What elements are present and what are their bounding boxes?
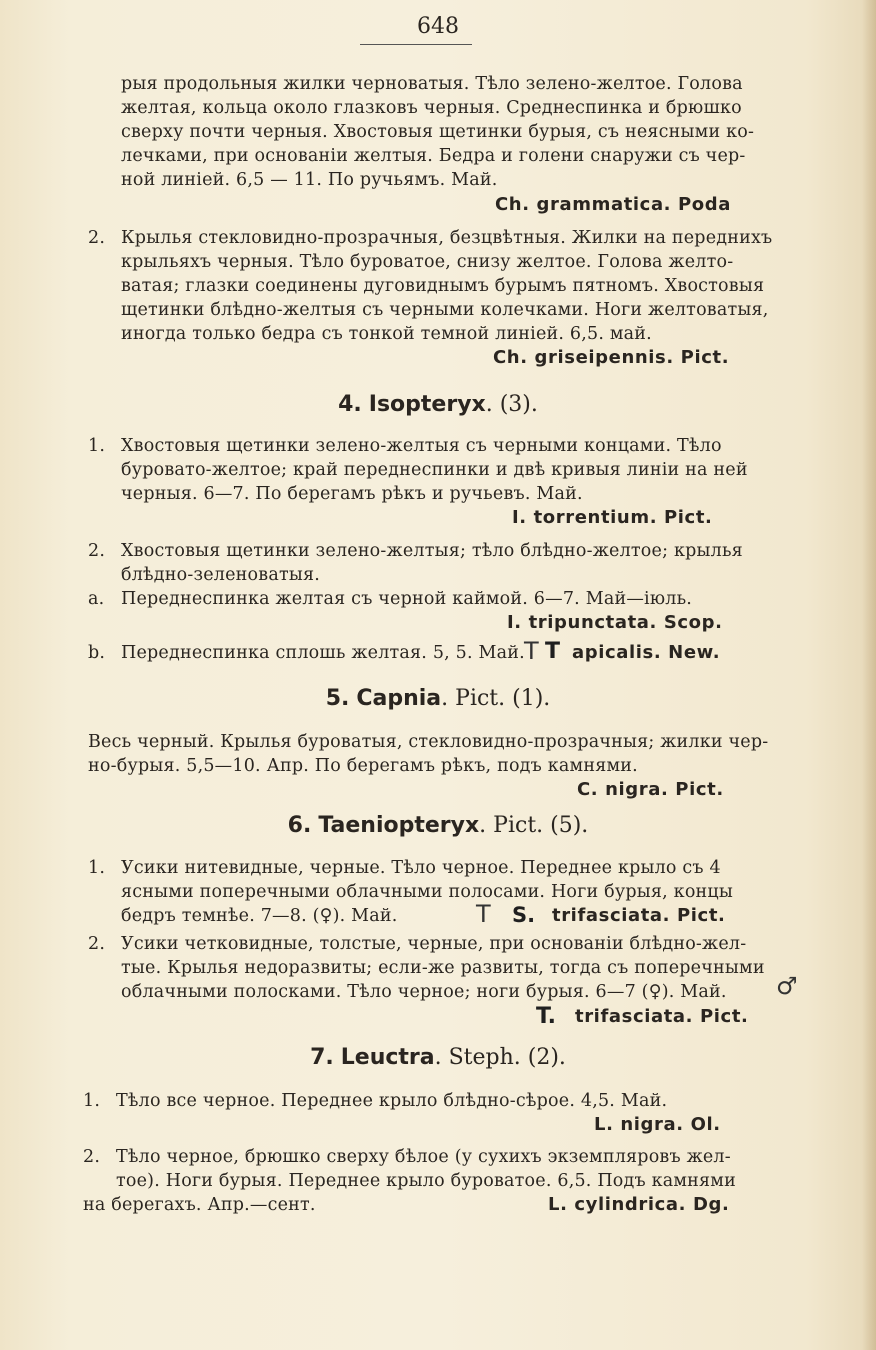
text-line: Хвостовыя щетинки зелено-желтыя съ черными концами. Тѣло (121, 436, 722, 456)
text-line: черныя. 6—7. По берегамъ рѣкъ и ручьевъ. Май. (121, 484, 583, 504)
text-line: облачными полосками. Тѣло черное; ноги бурыя. 6—7 (♀). Май. (121, 982, 727, 1002)
handwritten-mark: T. (536, 1004, 557, 1029)
species-name: trifasciata. Pict. (575, 1006, 749, 1027)
text-line: блѣдно-зеленоватыя. (121, 565, 320, 585)
entry-number: 2. (88, 228, 106, 248)
page-number-rule (360, 44, 472, 45)
sub-entry-label: b. (88, 643, 106, 663)
text-line: Усики четковидные, толстые, черные, при основанiи блѣдно-жел- (121, 934, 747, 954)
section-number: 4. (338, 392, 362, 417)
handwritten-male-sign: ♂ (776, 972, 798, 1000)
species-name: I. torrentium. Pict. (512, 507, 713, 528)
text-line: Переднеспинка сплошь желтая. 5, 5. Май. (121, 643, 525, 663)
text-line: лечками, при основанiи желтыя. Бедра и голени снаружи съ чер- (121, 146, 746, 166)
text-line: иногда только бедра съ тонкой темной линiей. 6,5. май. (121, 324, 652, 344)
section-number: 5. (325, 686, 350, 711)
genus-name: Taeniopteryx (318, 813, 480, 838)
text-line: сверху почти черныя. Хвостовыя щетинки бурыя, съ неясными ко- (121, 122, 755, 142)
entry-number: 1. (83, 1091, 101, 1111)
section-count: . Steph. (2). (434, 1045, 566, 1070)
text-line: Тѣло все черное. Переднее крыло блѣдно-сѣрое. 4,5. Май. (116, 1091, 668, 1111)
species-name: L. cylindrica. Dg. (548, 1194, 730, 1215)
species-name: C. nigra. Pict. (577, 779, 724, 800)
text-line: ной линiей. 6,5 — 11. По ручьямъ. Май. (121, 170, 498, 190)
section-count: . Pict. (5). (479, 813, 589, 838)
handwritten-mark: T (545, 639, 561, 664)
section-number: 7. (310, 1045, 334, 1070)
genus-name: Capnia (356, 686, 442, 711)
section-count: . Pict. (1). (441, 686, 551, 711)
entry-number: 1. (88, 436, 106, 456)
text-line: тые. Крылья недоразвиты; если-же развиты, тогда съ поперечными (121, 958, 765, 978)
text-line: Весь черный. Крылья буроватыя, стекловидно-прозрачныя; жилки чер- (88, 732, 769, 752)
section-heading (0, 813, 876, 838)
text-line: Хвостовыя щетинки зелено-желтыя; тѣло блѣдно-желтое; крылья (121, 541, 743, 561)
genus-name: Isopteryx (368, 392, 486, 417)
section-heading (0, 392, 876, 417)
sub-entry-label: a. (88, 589, 105, 609)
species-name: I. tripunctata. Scop. (507, 612, 723, 633)
page-number: 648 (417, 14, 459, 39)
entry-number: 2. (88, 934, 106, 954)
species-name: Ch. griseipennis. Pict. (493, 347, 730, 368)
section-number: 6. (287, 813, 312, 838)
text-line: щетинки блѣдно-желтыя съ черными колечками. Ноги желтоватыя, (121, 300, 769, 320)
page-edge-shading (862, 0, 876, 1350)
text-line: рыя продольныя жилки черноватыя. Тѣло зелено-желтое. Голова (121, 74, 743, 94)
species-name: trifasciata. Pict. (552, 905, 726, 926)
species-name: L. nigra. Ol. (594, 1114, 721, 1135)
handwritten-mark: T (524, 637, 539, 665)
entry-number: 1. (88, 858, 106, 878)
section-heading (0, 686, 876, 711)
section-heading (0, 1045, 876, 1070)
text-line: буровато-желтое; край переднеспинки и двѣ кривыя линiи на ней (121, 460, 748, 480)
species-name: Ch. grammatica. Poda (495, 194, 731, 215)
species-name: apicalis. New. (572, 642, 721, 663)
text-line: бедръ темнѣе. 7—8. (♀). Май. (121, 906, 398, 926)
text-line: ясными поперечными облачными полосами. Ноги бурыя, концы (121, 882, 734, 902)
text-line: Усики нитевидные, черные. Тѣло черное. Переднее крыло съ 4 (121, 858, 721, 878)
text-line: но-бурыя. 5,5—10. Апр. По берегамъ рѣкъ, подъ камнями. (88, 756, 638, 776)
text-line: Тѣло черное, брюшко сверху бѣлое (у сухихъ экземпляровъ жел- (116, 1147, 731, 1167)
entry-number: 2. (83, 1147, 101, 1167)
text-line: Крылья стекловидно-прозрачныя, безцвѣтныя. Жилки на переднихъ (121, 228, 773, 248)
text-line: ватая; глазки соединены дуговиднымъ бурымъ пятномъ. Хвостовыя (121, 276, 765, 296)
text-line: желтая, кольца около глазковъ черныя. Среднеспинка и брюшко (121, 98, 742, 118)
text-line: крыльяхъ черныя. Тѣло буроватое, снизу желтое. Голова желто- (121, 252, 734, 272)
genus-name: Leuctra (340, 1045, 435, 1070)
section-count: . (3). (485, 392, 538, 417)
text-line: Переднеспинка желтая съ черной каймой. 6—7. Май—iюль. (121, 589, 693, 609)
entry-number: 2. (88, 541, 106, 561)
handwritten-mark: S. (512, 903, 536, 927)
text-line: на берегахъ. Апр.—сент. (83, 1195, 316, 1215)
text-line: тое). Ноги бурыя. Переднее крыло буроватое. 6,5. Подъ камнями (116, 1171, 736, 1191)
handwritten-mark: T (476, 900, 491, 928)
